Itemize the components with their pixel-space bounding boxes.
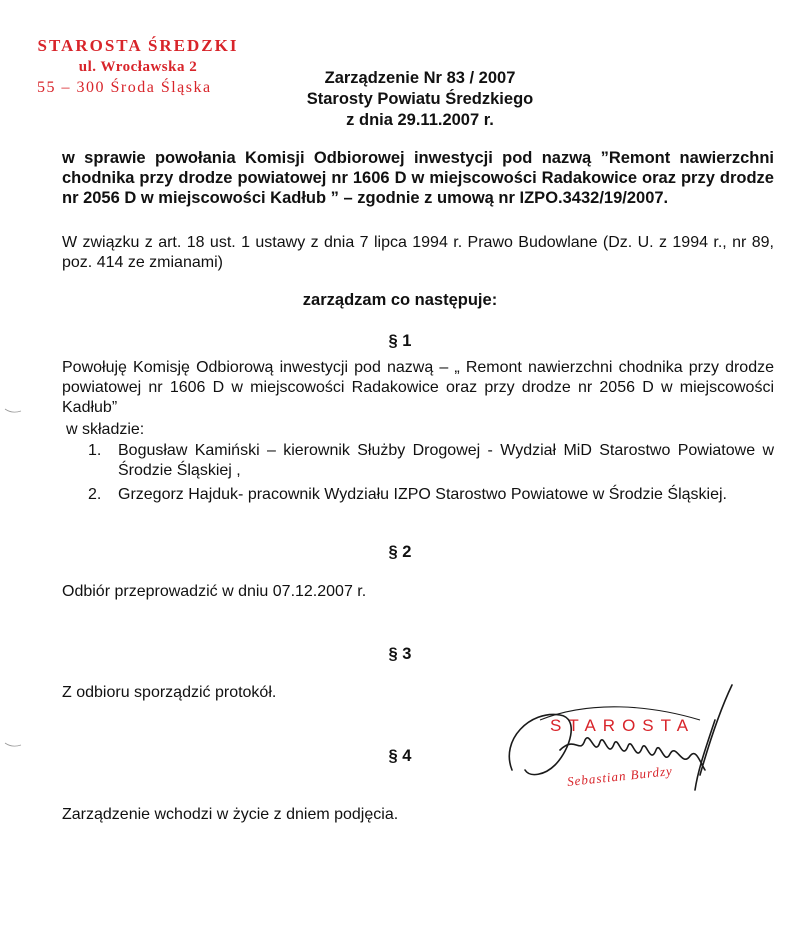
signature-stamp-name: Sebastian Burdzy xyxy=(566,762,674,790)
section-3-text: Z odbioru sporządzić protokół. xyxy=(62,684,277,701)
handwritten-signature xyxy=(500,680,750,800)
list-item xyxy=(88,441,774,481)
list-item-text: Grzegorz Hajduk- pracownik Wydziału IZPO Starostwo Powiatowe w Środzie Śląskiej. xyxy=(118,486,727,503)
list-item xyxy=(88,485,774,505)
legal-basis: W związku z art. 18 ust. 1 ustawy z dnia 7 lipca 1994 r. Prawo Budowlane (Dz. U. z 1994 r., nr 89, poz. 414 ze zmianami) xyxy=(62,234,774,271)
section-4-text: Zarządzenie wchodzi w życie z dniem podjęcia. xyxy=(62,806,399,823)
stamp-office-name: STAROSTA ŚREDZKI xyxy=(37,36,239,55)
scan-margin-mark xyxy=(4,408,22,414)
scan-margin-mark xyxy=(4,742,22,748)
list-item-text: Bogusław Kamiński – kierownik Służby Drogowej - Wydział MiD Starostwo Powiatowe w Środzie Śląskiej , xyxy=(118,442,774,479)
section-4-mark: § 4 xyxy=(388,747,412,765)
decree-heading: zarządzam co następuje: xyxy=(302,291,498,309)
list-item-number: 1. xyxy=(88,442,102,459)
signature-stamp-title: STAROSTA xyxy=(550,716,696,735)
section-2-mark: § 2 xyxy=(388,543,412,561)
list-item-number: 2. xyxy=(88,486,102,503)
document-issuer: Starosty Powiatu Średzkiego xyxy=(306,90,534,108)
member-list xyxy=(88,441,774,509)
section-1-text: Powołuję Komisję Odbiorową inwestycji pod nazwą – „ Remont nawierzchni chodnika przy drodze powiatowej nr 1606 D w miejscowości Radakowice oraz przy drodze nr 2056 D w miejscowości Kadłub” xyxy=(62,359,774,416)
stamp-postal-city: 55 – 300 Środa Śląska xyxy=(37,79,212,96)
stamp-street: ul. Wrocławska 2 xyxy=(78,59,198,75)
section-1-mark: § 1 xyxy=(388,332,412,350)
composition-label: w składzie: xyxy=(66,421,145,438)
document-subject: w sprawie powołania Komisji Odbiorowej inwestycji pod nazwą ”Remont nawierzchni chodnika przy drodze powiatowej nr 1606 D w miejscowości Radakowice oraz przy drodze nr 2056 D w miejscowości Kadłub ” – zgodnie z umową nr IZPO.3432/19/2007. xyxy=(62,149,774,207)
section-3-mark: § 3 xyxy=(388,645,412,663)
address-stamp xyxy=(33,36,243,97)
document-header xyxy=(250,68,590,131)
document-title: Zarządzenie Nr 83 / 2007 xyxy=(324,69,516,87)
section-2-text: Odbiór przeprowadzić w dniu 07.12.2007 r. xyxy=(62,583,367,600)
document-date: z dnia 29.11.2007 r. xyxy=(346,111,494,129)
